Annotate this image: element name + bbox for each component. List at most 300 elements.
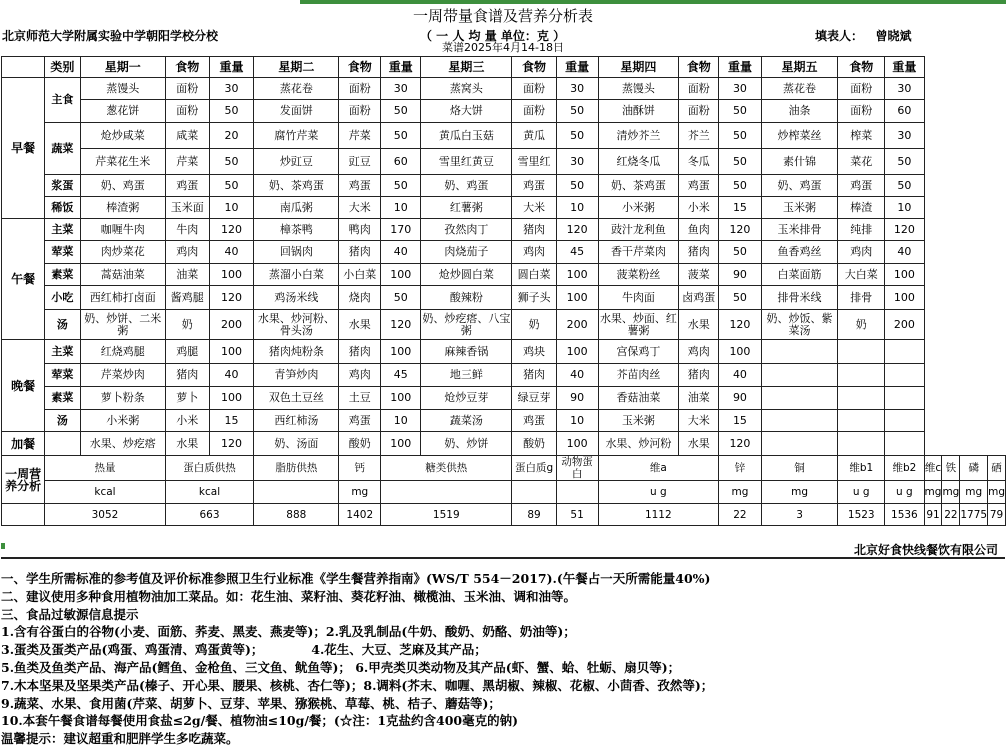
weight-cell: 30: [381, 78, 421, 100]
food-cell: 鸡蛋: [339, 410, 381, 432]
category-label: 汤: [45, 410, 80, 432]
dish-cell: 猪肉炖粉条: [254, 340, 339, 364]
food-cell: 面粉: [339, 78, 381, 100]
food-cell: 芹菜: [339, 123, 381, 149]
food-cell: 油菜: [679, 387, 719, 410]
nutrition-value: 91: [924, 504, 942, 526]
dish-cell: 素什锦: [761, 149, 838, 175]
nutrition-unit: mg: [942, 481, 960, 504]
dish-cell: 玉米粥: [761, 197, 838, 219]
weight-cell: 120: [209, 219, 253, 241]
weight-cell: 100: [556, 264, 598, 286]
category-label: 蔬菜: [45, 123, 80, 175]
weight-cell: [885, 432, 924, 456]
food-cell: 玉米面: [165, 197, 209, 219]
nutrition-label: 蛋白质供热: [165, 456, 254, 481]
weight-cell: 50: [381, 175, 421, 197]
food-cell: 水果: [339, 310, 381, 340]
weight-cell: 60: [381, 149, 421, 175]
weight-cell: 50: [885, 149, 924, 175]
weight-cell: [885, 410, 924, 432]
table-row: [2, 286, 1006, 310]
table-row: [2, 410, 1006, 432]
table-row: [2, 364, 1006, 387]
food-cell: 鸡蛋: [838, 175, 885, 197]
weight-cell: 200: [209, 310, 253, 340]
weight-cell: 15: [719, 197, 762, 219]
food-cell: 排骨: [838, 286, 885, 310]
weight-cell: [885, 387, 924, 410]
food-cell: 鱼肉: [679, 219, 719, 241]
nutrition-unit: kcal: [165, 481, 254, 504]
dish-cell: 蔬菜汤: [421, 410, 512, 432]
dish-cell: 宫保鸡丁: [598, 340, 679, 364]
weight-cell: 90: [556, 387, 598, 410]
nutrition-label: 糖类供热: [381, 456, 512, 481]
weight-cell: 120: [719, 219, 762, 241]
category-label: 主食: [45, 78, 80, 123]
food-cell: 大米: [339, 197, 381, 219]
food-cell: 芹菜: [165, 149, 209, 175]
dish-cell: 烙大饼: [421, 100, 512, 123]
meal-label: 晚餐: [2, 340, 45, 432]
weight-cell: 90: [719, 264, 762, 286]
filler-label: 填表人： 曾晓斌: [815, 29, 912, 43]
dish-cell: 奶、鸡蛋: [80, 175, 165, 197]
column-header: 重量: [381, 57, 421, 78]
dish-cell: 菠菜粉丝: [598, 264, 679, 286]
column-header: 重量: [209, 57, 253, 78]
category-label: 主菜: [45, 219, 80, 241]
weight-cell: 200: [885, 310, 924, 340]
table-row: [2, 175, 1006, 197]
nutrition-label: 维c: [924, 456, 942, 481]
weight-cell: 100: [209, 387, 253, 410]
food-cell: 猪肉: [679, 241, 719, 264]
food-cell: 大米: [512, 197, 556, 219]
food-cell: 纯排: [838, 219, 885, 241]
nutrition-row: [2, 504, 1006, 526]
nutrition-value: 89: [512, 504, 556, 526]
column-header: 重量: [885, 57, 924, 78]
dish-cell: 奶、鸡蛋: [421, 175, 512, 197]
nutrition-value: 1519: [381, 504, 512, 526]
meal-label: 午餐: [2, 219, 45, 340]
dish-cell: 西红柿打卤面: [80, 286, 165, 310]
weight-cell: 100: [381, 340, 421, 364]
dish-cell: 发面饼: [254, 100, 339, 123]
nutrition-unit: u g: [838, 481, 885, 504]
food-cell: 鸡肉: [679, 340, 719, 364]
weight-cell: 40: [556, 364, 598, 387]
dish-cell: 酸辣粉: [421, 286, 512, 310]
column-header: 星期二: [254, 57, 339, 78]
food-cell: 面粉: [165, 78, 209, 100]
nutrition-unit: mg: [339, 481, 381, 504]
dish-cell: 排骨米线: [761, 286, 838, 310]
weight-cell: 50: [209, 175, 253, 197]
food-cell: 鸡肉: [165, 241, 209, 264]
weight-cell: 100: [885, 286, 924, 310]
food-cell: 鸡肉: [838, 241, 885, 264]
nutrition-value: 1775: [960, 504, 988, 526]
food-cell: 绿豆芽: [512, 387, 556, 410]
dish-cell: 炒豇豆: [254, 149, 339, 175]
food-cell: 黄瓜: [512, 123, 556, 149]
nutrition-unit: [556, 481, 598, 504]
food-cell: 油菜: [165, 264, 209, 286]
dish-cell: 豉汁龙利鱼: [598, 219, 679, 241]
dish-cell: 南瓜粥: [254, 197, 339, 219]
dish-cell: 芥苗肉丝: [598, 364, 679, 387]
nutrition-value: 1402: [339, 504, 381, 526]
dish-cell: 萝卜粉条: [80, 387, 165, 410]
weight-cell: 120: [209, 432, 253, 456]
dish-cell: 黄瓜白玉菇: [421, 123, 512, 149]
nutrition-unit: mg: [960, 481, 988, 504]
dish-cell: 腐竹芹菜: [254, 123, 339, 149]
nutrition-row: [2, 481, 1006, 504]
food-cell: 冬瓜: [679, 149, 719, 175]
weight-cell: 100: [885, 264, 924, 286]
table-row: [2, 78, 1006, 100]
dish-cell: 炝炒豆芽: [421, 387, 512, 410]
food-cell: 面粉: [165, 100, 209, 123]
column-header: 食物: [679, 57, 719, 78]
weight-cell: 50: [381, 100, 421, 123]
weight-cell: 100: [381, 432, 421, 456]
nutrition-row: [2, 456, 1006, 481]
weight-cell: 30: [885, 78, 924, 100]
nutrition-value: 3052: [45, 504, 166, 526]
weight-cell: 40: [381, 241, 421, 264]
dish-cell: [761, 364, 838, 387]
category-label: 浆蛋: [45, 175, 80, 197]
food-cell: 水果: [679, 432, 719, 456]
food-cell: 小米: [165, 410, 209, 432]
dish-cell: 双色土豆丝: [254, 387, 339, 410]
note-line: 1.含有谷蛋白的谷物(小麦、面筋、荞麦、黑麦、燕麦等)；2.乳及乳制品(牛奶、酸奶、奶酪、奶油等)；: [1, 624, 576, 640]
weight-cell: 10: [381, 410, 421, 432]
dish-cell: 麻辣香锅: [421, 340, 512, 364]
nutrition-unit: kcal: [45, 481, 166, 504]
food-cell: 酸奶: [512, 432, 556, 456]
weight-cell: 200: [556, 310, 598, 340]
food-cell: 土豆: [339, 387, 381, 410]
column-header: 重量: [719, 57, 762, 78]
nutrition-label: 硒: [988, 456, 1006, 481]
dish-cell: 清炒芥兰: [598, 123, 679, 149]
nutrition-unit: mg: [988, 481, 1006, 504]
food-cell: 猪肉: [339, 241, 381, 264]
weight-cell: 50: [556, 123, 598, 149]
dish-cell: 水果、炒疙瘩: [80, 432, 165, 456]
food-cell: 酱鸡腿: [165, 286, 209, 310]
dish-cell: 蒸窝头: [421, 78, 512, 100]
category-label: 汤: [45, 310, 80, 340]
dish-cell: 玉米排骨: [761, 219, 838, 241]
category-label: [45, 432, 80, 456]
nutrition-label: 维b1: [838, 456, 885, 481]
food-cell: 奶: [165, 310, 209, 340]
food-cell: [838, 364, 885, 387]
column-header: 食物: [165, 57, 209, 78]
nutrition-label: 锌: [719, 456, 762, 481]
dish-cell: 孜然肉丁: [421, 219, 512, 241]
nutrition-label: 维a: [598, 456, 719, 481]
dish-cell: 牛肉面: [598, 286, 679, 310]
food-cell: 萝卜: [165, 387, 209, 410]
weight-cell: 120: [209, 286, 253, 310]
weight-cell: 50: [556, 175, 598, 197]
column-header: 食物: [339, 57, 381, 78]
dish-cell: 蒿菇油菜: [80, 264, 165, 286]
weight-cell: 50: [381, 123, 421, 149]
dish-cell: 蒸馒头: [598, 78, 679, 100]
dish-cell: 香干芹菜肉: [598, 241, 679, 264]
weight-cell: 100: [556, 340, 598, 364]
weight-cell: 100: [719, 340, 762, 364]
dish-cell: 蒸馒头: [80, 78, 165, 100]
food-cell: 水果: [165, 432, 209, 456]
food-cell: 猪肉: [512, 364, 556, 387]
dish-cell: 油条: [761, 100, 838, 123]
nutrition-value: 79: [988, 504, 1006, 526]
weight-cell: 40: [885, 241, 924, 264]
school-name: 北京师范大学附属实验中学朝阳学校分校: [2, 29, 219, 43]
dish-cell: 蒸溜小白菜: [254, 264, 339, 286]
nutrition-value: 3: [761, 504, 838, 526]
weight-cell: 30: [556, 78, 598, 100]
notes-section: [1, 570, 1001, 748]
food-cell: 鸡肉: [339, 364, 381, 387]
food-cell: 小米: [679, 197, 719, 219]
company-name: 北京好食快线餐饮有限公司: [853, 543, 998, 557]
nutrition-label: 热量: [45, 456, 166, 481]
weight-cell: 100: [381, 264, 421, 286]
dish-cell: 白菜面筋: [761, 264, 838, 286]
food-cell: 水果: [679, 310, 719, 340]
weight-cell: 120: [719, 432, 762, 456]
menu-table: [1, 56, 1006, 526]
nutrition-label: 动物蛋白: [556, 456, 598, 481]
food-cell: 面粉: [339, 100, 381, 123]
weight-cell: 120: [556, 219, 598, 241]
food-cell: 鸭肉: [339, 219, 381, 241]
nutrition-value: 1523: [838, 504, 885, 526]
weight-cell: [885, 364, 924, 387]
weight-cell: 30: [885, 123, 924, 149]
dish-cell: 鱼香鸡丝: [761, 241, 838, 264]
dish-cell: 奶、炒饼: [421, 432, 512, 456]
weight-cell: 15: [209, 410, 253, 432]
dish-cell: 咖喱牛肉: [80, 219, 165, 241]
weight-cell: [885, 340, 924, 364]
category-label: 素菜: [45, 264, 80, 286]
nutrition-unit: mg: [924, 481, 942, 504]
note-line: 温馨提示：建议超重和肥胖学生多吃蔬菜。: [1, 731, 239, 747]
weight-cell: 50: [556, 100, 598, 123]
dish-cell: 青笋炒肉: [254, 364, 339, 387]
nutrition-unit: [254, 481, 339, 504]
dish-cell: 奶、炒饭、紫菜汤: [761, 310, 838, 340]
weight-cell: 50: [719, 286, 762, 310]
food-cell: 菠菜: [679, 264, 719, 286]
divider-line: [1, 557, 1005, 559]
dish-cell: 水果、炒河粉、骨头汤: [254, 310, 339, 340]
nutrition-unit: mg: [761, 481, 838, 504]
food-cell: [838, 410, 885, 432]
weight-cell: 100: [556, 286, 598, 310]
nutrition-unit: [381, 481, 512, 504]
category-label: 主菜: [45, 340, 80, 364]
nutrition-value: 1536: [885, 504, 924, 526]
food-cell: 鸡蛋: [165, 175, 209, 197]
dish-cell: [761, 432, 838, 456]
nutrition-label: 铜: [761, 456, 838, 481]
dish-cell: 西红柿汤: [254, 410, 339, 432]
dish-cell: 奶、炒饼、二米粥: [80, 310, 165, 340]
dish-cell: 回锅肉: [254, 241, 339, 264]
dish-cell: 红薯粥: [421, 197, 512, 219]
weight-cell: 45: [381, 364, 421, 387]
weight-cell: 120: [381, 310, 421, 340]
unit-label: （ 一 人 均 量 单位：克 ）: [420, 29, 566, 43]
weight-cell: 50: [719, 149, 762, 175]
dish-cell: 红烧冬瓜: [598, 149, 679, 175]
weight-cell: 60: [885, 100, 924, 123]
weight-cell: 120: [885, 219, 924, 241]
corner-cell: [2, 57, 45, 78]
weight-cell: 10: [885, 197, 924, 219]
food-cell: 鸡蛋: [512, 175, 556, 197]
table-row: [2, 241, 1006, 264]
dish-cell: 小米粥: [598, 197, 679, 219]
column-header: 星期三: [421, 57, 512, 78]
column-header: 食物: [512, 57, 556, 78]
food-cell: 鸡腿: [165, 340, 209, 364]
dish-cell: 奶、鸡蛋: [761, 175, 838, 197]
food-cell: 鸡蛋: [512, 410, 556, 432]
nutrition-value: 888: [254, 504, 339, 526]
category-label: 荤菜: [45, 241, 80, 264]
column-header: 星期四: [598, 57, 679, 78]
food-cell: 棒渣: [838, 197, 885, 219]
note-line: 二、建议使用多种食用植物油加工菜品。如：花生油、菜籽油、葵花籽油、橄榄油、玉米油、调和油等。: [1, 588, 577, 604]
weight-cell: 30: [556, 149, 598, 175]
table-row: [2, 387, 1006, 410]
nutrition-label: 钙: [339, 456, 381, 481]
table-row: [2, 100, 1006, 123]
food-cell: 牛肉: [165, 219, 209, 241]
food-cell: 豇豆: [339, 149, 381, 175]
weight-cell: 45: [556, 241, 598, 264]
weight-cell: 90: [719, 387, 762, 410]
weight-cell: 20: [209, 123, 253, 149]
weight-cell: 40: [719, 364, 762, 387]
weight-cell: 100: [381, 387, 421, 410]
column-header: 重量: [556, 57, 598, 78]
dish-cell: 蒸花卷: [254, 78, 339, 100]
table-row: [2, 219, 1006, 241]
table-row: [2, 340, 1006, 364]
weight-cell: 120: [719, 310, 762, 340]
dish-cell: 蒸花卷: [761, 78, 838, 100]
weight-cell: 50: [719, 100, 762, 123]
food-cell: 猪肉: [679, 364, 719, 387]
food-cell: 芥兰: [679, 123, 719, 149]
table-row: [2, 264, 1006, 286]
meal-label: 加餐: [2, 432, 45, 456]
weight-cell: 50: [719, 123, 762, 149]
week-range: 菜谱2025年4月14-18日: [442, 41, 564, 54]
dish-cell: 油酥饼: [598, 100, 679, 123]
header-row: [2, 57, 1006, 78]
note-line: 7.木本坚果及坚果类产品(榛子、开心果、腰果、核桃、杏仁等)；8.调料(芥末、咖喱、黑胡椒、辣椒、花椒、小茴香、孜然等)；: [1, 677, 714, 693]
food-cell: 圆白菜: [512, 264, 556, 286]
table-row: [2, 197, 1006, 219]
dish-cell: 玉米粥: [598, 410, 679, 432]
category-label: 稀饭: [45, 197, 80, 219]
note-line: 三、食品过敏源信息提示: [1, 606, 139, 622]
dish-cell: 芹菜花生米: [80, 149, 165, 175]
note-line: 一、学生所需标准的参考值及评价标准参照卫生行业标准《学生餐营养指南》(WS/T 554－2017).(午餐占一天所需能量40%): [1, 571, 711, 586]
weight-cell: 15: [719, 410, 762, 432]
food-cell: 面粉: [838, 100, 885, 123]
nutrition-unit: u g: [598, 481, 719, 504]
food-cell: 烧肉: [339, 286, 381, 310]
nutrition-label: 铁: [942, 456, 960, 481]
dish-cell: 樟茶鸭: [254, 219, 339, 241]
note-line: 3.蛋类及蛋类产品(鸡蛋、鸡蛋清、鸡蛋黄等)； 4.花生、大豆、芝麻及其产品；: [1, 642, 487, 658]
dish-cell: 肉炒菜花: [80, 241, 165, 264]
dish-cell: 葱花饼: [80, 100, 165, 123]
nutrition-unit: mg: [719, 481, 762, 504]
weight-cell: 40: [209, 241, 253, 264]
food-cell: 猪肉: [339, 340, 381, 364]
weight-cell: 50: [719, 175, 762, 197]
food-cell: 菜花: [838, 149, 885, 175]
nutrition-label: 蛋白质g: [512, 456, 556, 481]
food-cell: 大米: [679, 410, 719, 432]
note-line: 5.鱼类及鱼类产品、海产品(鳕鱼、金枪鱼、三文鱼、鱿鱼等)； 6.甲壳类贝类动物及其产品(虾、蟹、蛤、牡蛎、扇贝等)；: [1, 659, 681, 675]
food-cell: 鸡块: [512, 340, 556, 364]
food-cell: 面粉: [679, 78, 719, 100]
weight-cell: 50: [209, 149, 253, 175]
food-cell: 榨菜: [838, 123, 885, 149]
column-header: 星期一: [80, 57, 165, 78]
dish-cell: 奶、茶鸡蛋: [254, 175, 339, 197]
dish-cell: 小米粥: [80, 410, 165, 432]
nutrition-title: 一周营养分析: [2, 456, 45, 504]
dish-cell: 雪里红黄豆: [421, 149, 512, 175]
food-cell: 鸡蛋: [679, 175, 719, 197]
dish-cell: 地三鲜: [421, 364, 512, 387]
food-cell: 奶: [838, 310, 885, 340]
food-cell: 鸡肉: [512, 241, 556, 264]
table-row: [2, 310, 1006, 340]
dish-cell: 肉烧茄子: [421, 241, 512, 264]
column-header: 星期五: [761, 57, 838, 78]
food-cell: 雪里红: [512, 149, 556, 175]
category-label: 小吃: [45, 286, 80, 310]
food-cell: 鸡蛋: [339, 175, 381, 197]
weight-cell: 100: [209, 264, 253, 286]
weight-cell: 30: [209, 78, 253, 100]
dish-cell: 红烧鸡腿: [80, 340, 165, 364]
food-cell: 面粉: [679, 100, 719, 123]
page-title: 一周带量食谱及营养分析表: [412, 7, 593, 25]
